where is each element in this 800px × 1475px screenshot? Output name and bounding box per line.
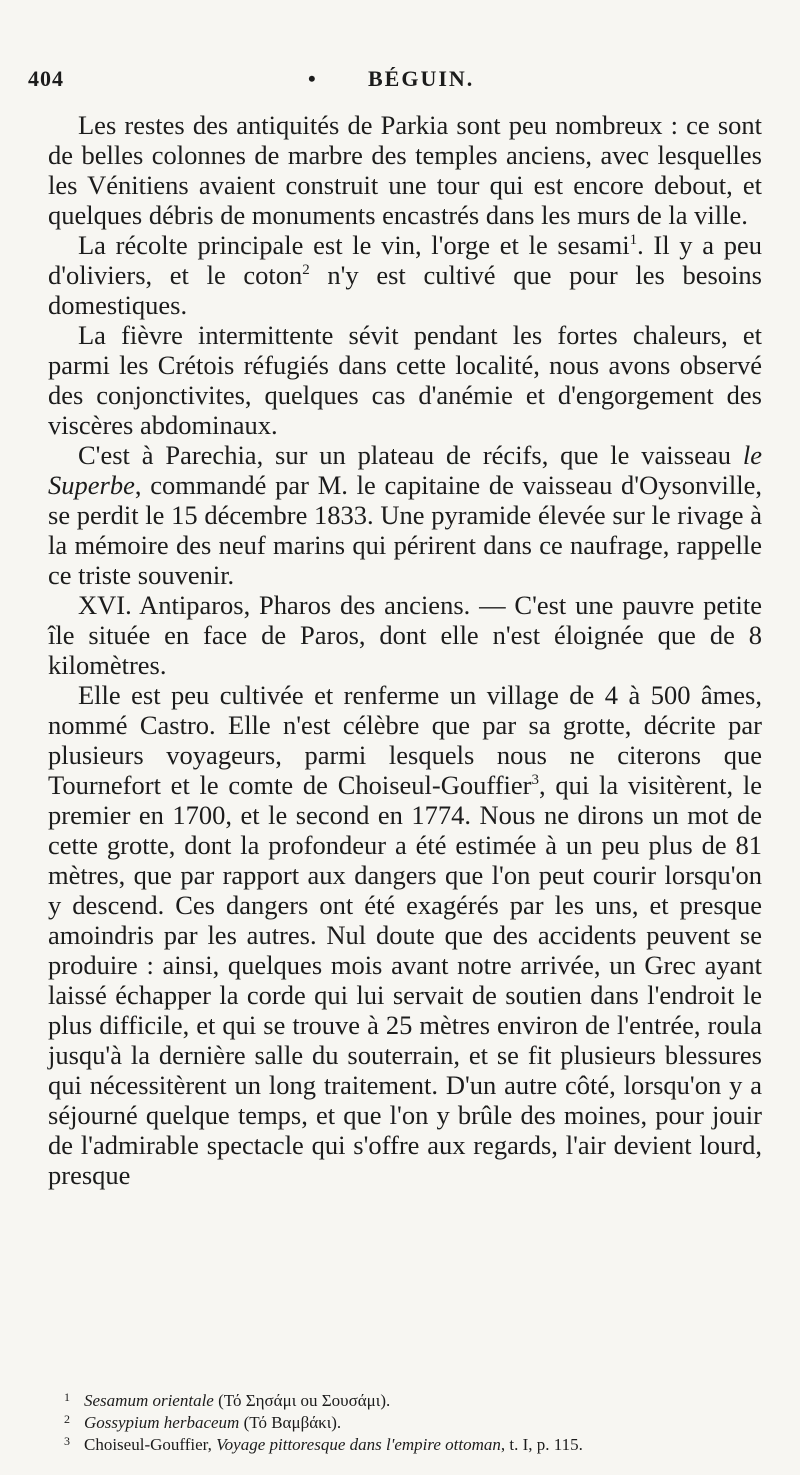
- footnote-3: [64, 1434, 774, 1456]
- paragraph-text: La récolte principale est le vin, l'orge et le sesami: [78, 230, 630, 260]
- page-number: 404: [28, 66, 64, 91]
- paragraph-antiquities: Les restes des antiquités de Parkia sont peu nombreux : ce sont de belles colonnes de marbre des temples anciens, avec lesquelles les Vénitiens avaient construit une tour qui est encore debout, et quelques débris de monuments encastrés dans les murs de la ville.: [48, 110, 762, 230]
- footnote-italic: Gossypium herbaceum: [84, 1413, 240, 1432]
- paragraph-text: , commandé par M. le capitaine de vaisseau d'Oysonville, se perdit le 15 décembre 1833. Une pyramide élevée sur le rivage à la mémoire des neuf marins qui périrent dans ce naufrage, rappelle ce triste souvenir.: [48, 470, 762, 590]
- footnote-text: , t. I, p. 115.: [500, 1435, 583, 1454]
- running-title: BÉGUIN.: [368, 66, 475, 91]
- footnotes: [64, 1390, 774, 1456]
- footnote-author: Choiseul-Gouffier,: [84, 1435, 217, 1454]
- footnote-italic: Voyage pittoresque dans l'empire ottoman: [216, 1435, 501, 1454]
- paragraph-text: Elle est peu cultivée et renferme un village de 4 à 500 âmes, nommé Castro. Elle n'est célèbre que par sa grotte, décrite par plusieurs voyageurs, parmi lesquels nous ne citerons que Tournefort et le comte de Choiseul-Gouffier: [48, 680, 762, 800]
- paragraph-fever: La fièvre intermittente sévit pendant les fortes chaleurs, et parmi les Crétois réfugiés dans cette localité, nous avons observé des conjonctivites, quelques cas d'anémie et d'engorgement des viscères abdominaux.: [48, 320, 762, 440]
- paragraph-text: . Il y a peu d'oliviers, et le coton: [48, 230, 762, 290]
- footnote-text: (Τό Βαμβάκι).: [239, 1413, 342, 1432]
- footnote-italic: Sesamum orientale: [84, 1391, 214, 1410]
- footnote-2: [64, 1412, 774, 1434]
- body-text: [48, 110, 762, 1190]
- header-bullet: •: [308, 66, 317, 91]
- footnote-ref-2: 2: [302, 262, 310, 279]
- footnote-ref-1: 1: [629, 232, 638, 249]
- paragraph-text: C'est à Parechia, sur un plateau de récifs, que le vaisseau: [78, 440, 743, 470]
- paragraph-shipwreck: [48, 440, 762, 590]
- paragraph-text: n'y est cultivé que pour les besoins domestiques.: [48, 260, 762, 320]
- paragraph-antiparos: XVI. Antiparos, Pharos des anciens. — C'est une pauvre petite île située en face de Paros, dont elle n'est éloignée que de 8 kilomètres.: [48, 590, 762, 680]
- footnote-1: [64, 1390, 774, 1412]
- paragraph-grotto: [48, 680, 762, 1190]
- footnote-ref-3: 3: [531, 772, 540, 789]
- footnote-mark: 2: [64, 1412, 70, 1426]
- ship-name: le Superbe: [48, 440, 762, 500]
- paragraph-text: , qui la visitèrent, le premier en 1700, et le second en 1774. Nous ne dirons un mot de cette grotte, dont la profondeur a été estimée à un peu plus de 81 mètres, que par rapport aux dangers que l'on peut courir lorsqu'on y descend. Ces dangers ont été exagérés par les uns, et presque amoindris par les autres. Nul doute que des accidents peuvent se produire : ainsi, quelques mois avant notre arrivée, un Grec ayant laissé échapper la corde qui lui servait de soutien dans l'endroit le plus difficile, et qui se trouve à 25 mètres environ de l'entrée, roula jusqu'à la dernière salle du souterrain, et se fit plusieurs blessures qui nécessitèrent un long traitement. D'un autre côté, lorsqu'on y a séjourné quelque temps, et que l'on y brûle des moines, pour jouir de l'admirable spectacle qui s'offre aux regards, l'air devient lourd, presque: [48, 770, 762, 1190]
- page-header: [28, 66, 760, 102]
- paragraph-harvest: [48, 230, 762, 320]
- footnote-mark: 3: [64, 1434, 70, 1448]
- footnote-mark: 1: [64, 1390, 70, 1404]
- footnote-text: (Τό Σησάμι ou Σουσάμι).: [213, 1391, 391, 1410]
